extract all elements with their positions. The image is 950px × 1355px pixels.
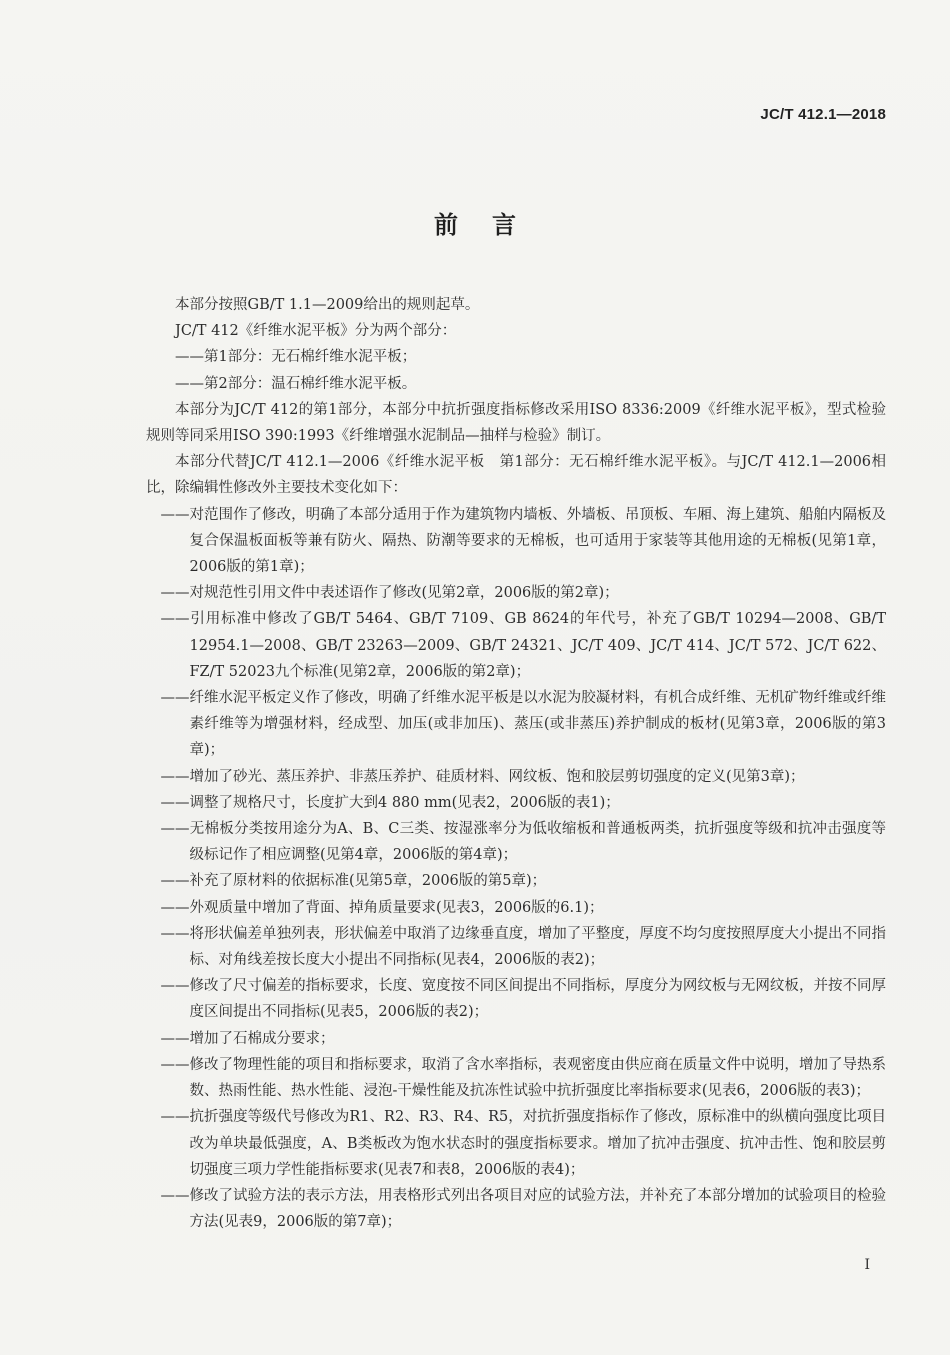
paragraph: 本部分代替JC/T 412.1—2006《纤维水泥平板 第1部分：无石棉纤维水泥平板》。与JC/T 412.1—2006相比，除编辑性修改外主要技术变化如下：: [146, 454, 886, 497]
paragraph: 本部分按照GB/T 1.1—2009给出的规则起草。: [175, 297, 480, 313]
change-item: ——引用标准中修改了GB/T 5464、GB/T 7109、GB 8624的年代号，补充了GB/T 10294—2008、GB/T 12954.1—2008、GB/T 23263—2009、GB/T 24321、JC/T 409、JC/T 414、JC/T 572、JC/T 622、FZ/T 52023九个标准(见第2章，2006版的第2章)；: [160, 611, 886, 680]
change-item: ——增加了砂光、蒸压养护、非蒸压养护、硅质材料、网纹板、饱和胶层剪切强度的定义(见第3章)；: [160, 768, 805, 785]
change-item: ——对范围作了修改，明确了本部分适用于作为建筑物内墙板、外墙板、吊顶板、车厢、海上建筑、船舶内隔板及复合保温板面板等兼有防火、隔热、防潮等要求的无棉板，也可适用于家装等其他用途的无棉板(见第1章，2006版的第1章)；: [160, 506, 886, 576]
change-item: ——对规范性引用文件中表述语作了修改(见第2章，2006版的第2章)；: [160, 585, 619, 602]
foreword-body: [146, 292, 886, 1235]
change-item: ——将形状偏差单独列表，形状偏差中取消了边缘垂直度，增加了平整度，厚度不均匀度按照厚度大小提出不同指标、对角线差按长度大小提出不同指标(见表4，2006版的表2)；: [160, 925, 886, 969]
paragraph: ——第2部分：温石棉纤维水泥平板。: [175, 375, 417, 392]
change-item: ——修改了物理性能的项目和指标要求，取消了含水率指标，表观密度由供应商在质量文件中说明，增加了导热系数、热雨性能、热水性能、浸泡-干燥性能及抗冻性试验中抗折强度比率指标要求(见表6，2006版的表3)；: [160, 1056, 886, 1100]
change-item: ——增加了石棉成分要求；: [160, 1030, 335, 1047]
change-item: ——无棉板分类按用途分为A、B、C三类、按湿涨率分为低收缩板和普通板两类，抗折强度等级和抗冲击强度等级标记作了相应调整(见第4章，2006版的第4章)；: [160, 821, 886, 864]
standard-code: JC/T 412.1—2018: [760, 106, 886, 123]
change-item: ——外观质量中增加了背面、掉角质量要求(见表3，2006版的6.1)；: [160, 899, 604, 916]
change-item: ——纤维水泥平板定义作了修改，明确了纤维水泥平板是以水泥为胶凝材料，有机合成纤维、无机矿物纤维或纤维素纤维等为增强材料，经成型、加压(或非加压)、蒸压(或非蒸压)养护制成的板材(见第3章，2006版的第3章)；: [160, 690, 886, 759]
paragraph: JC/T 412《纤维水泥平板》分为两个部分：: [175, 323, 457, 340]
change-item: ——修改了试验方法的表示方法，用表格形式列出各项目对应的试验方法，并补充了本部分增加的试验项目的检验方法(见表9，2006版的第7章)；: [160, 1187, 886, 1231]
page-title: 前言: [434, 211, 550, 239]
change-item: ——补充了原材料的依据标准(见第5章，2006版的第5章)；: [160, 873, 547, 890]
page-number: I: [864, 1257, 870, 1273]
paragraph: 本部分为JC/T 412的第1部分，本部分中抗折强度指标修改采用ISO 8336:2009《纤维水泥平板》，型式检验规则等同采用ISO 390:1993《纤维增强水泥制品—抽样与检验》制订。: [146, 401, 886, 445]
paragraph: ——第1部分：无石棉纤维水泥平板；: [175, 349, 417, 366]
change-item: ——修改了尺寸偏差的指标要求，长度、宽度按不同区间提出不同指标，厚度分为网纹板与无网纹板，并按不同厚度区间提出不同指标(见表5，2006版的表2)；: [160, 978, 886, 1021]
change-item: ——调整了规格尺寸，长度扩大到4 880 mm(见表2，2006版的表1)；: [160, 794, 620, 811]
change-item: ——抗折强度等级代号修改为R1、R2、R3、R4、R5，对抗折强度指标作了修改，原标准中的纵横向强度比项目改为单块最低强度，A、B类板改为饱水状态时的强度指标要求。增加了抗冲击强度、抗冲击性、饱和胶层剪切强度三项力学性能指标要求(见表7和表8，2006版的表4)；: [160, 1109, 886, 1178]
